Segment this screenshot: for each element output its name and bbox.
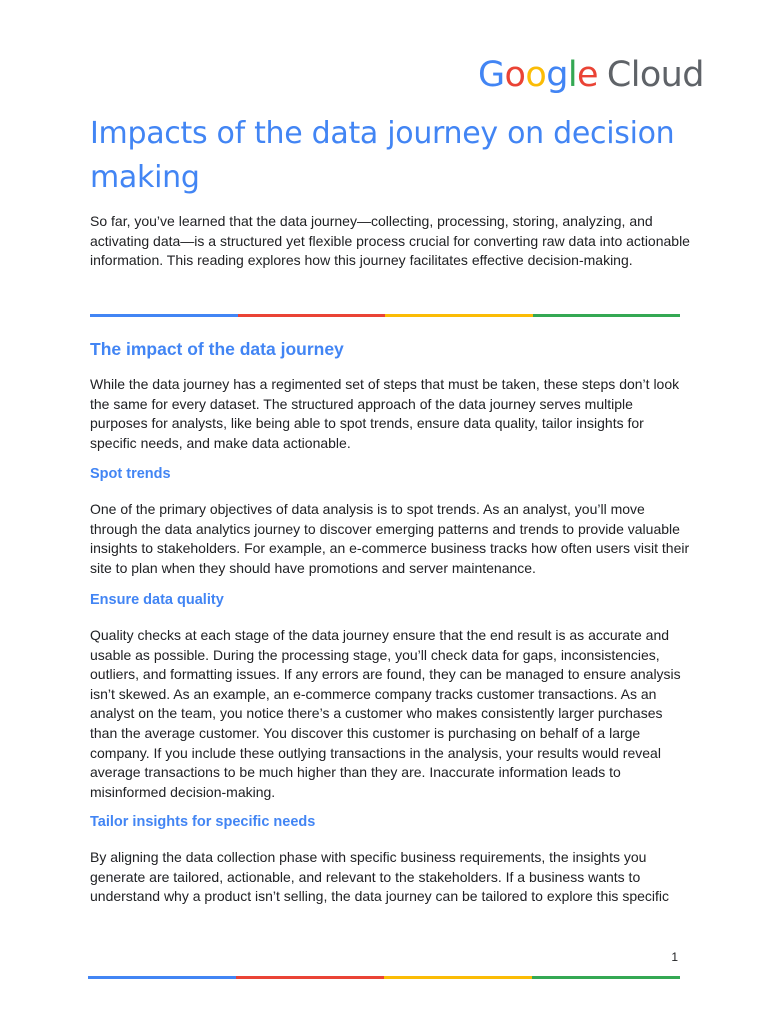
logo-letter-g: G — [478, 55, 505, 95]
subsection-body-tailor-insights: By aligning the data collection phase with specific business requirements, the insights you generate are tailored, actionable, and relevant to the stakeholders. If a business wants to understand why a product isn’t selling, the data journey can be tailored to explore this specific — [90, 849, 670, 905]
logo-letter-e: e — [576, 55, 598, 95]
subsection-heading-tailor-insights: Tailor insights for specific needs — [90, 814, 316, 830]
logo-word-cloud: Cloud — [606, 55, 704, 95]
logo-letter-g2: g — [546, 55, 568, 95]
google-cloud-logo — [478, 52, 704, 98]
section-body: While the data journey has a regimented set of steps that must be taken, these steps don’t look the same for every dataset. The structured approach of the data journey serves multiple purposes for analysts, like being able to spot trends, ensure data quality, tailor insights for specific needs, and make data actionable. — [90, 376, 680, 451]
page-number: 1 — [671, 950, 678, 964]
section-divider-bar — [90, 314, 680, 317]
logo-letter-l: l — [567, 55, 577, 95]
subsection-heading-ensure-data-quality: Ensure data quality — [90, 592, 224, 608]
section-heading: The impact of the data journey — [90, 339, 344, 359]
subsection-body-ensure-data-quality: Quality checks at each stage of the data journey ensure that the end result is as accurate and usable as possible. During the processing stage, you’ll check data for gaps, inconsistencies, outliers, and formatting issues. If any errors are found, they can be managed to ensure analysis isn’t skewed. As an example, an e-commerce company tracks customer transactions. As an analyst on the team, you notice there’s a customer who makes consistently larger purchases than the average customer. You discover this customer is purchasing on behalf of a large company. If you include these outlying transactions in the analysis, your results would reveal average transactions to be much higher than they are. Inaccurate information leads to misinformed decision-making. — [90, 627, 681, 800]
footer-color-bar — [88, 976, 680, 979]
logo-letter-o1: o — [504, 55, 526, 95]
subsection-body-spot-trends: One of the primary objectives of data analysis is to spot trends. As an analyst, you’ll move through the data analytics journey to discover emerging patterns and trends to provide valuable insights to stakeholders. For example, an e-commerce business tracks how often users visit their site to plan when they should have promotions and server maintenance. — [90, 501, 690, 576]
subsection-heading-spot-trends: Spot trends — [90, 466, 171, 482]
document-title: Impacts of the data journey on decision making — [90, 116, 675, 195]
logo-letter-o2: o — [525, 55, 547, 95]
intro-paragraph: So far, you’ve learned that the data journey—collecting, processing, storing, analyzing, and activating data—is a structured yet flexible process crucial for converting raw data into actionable information. This reading explores how this journey facilitates effective decision-making. — [90, 213, 690, 269]
